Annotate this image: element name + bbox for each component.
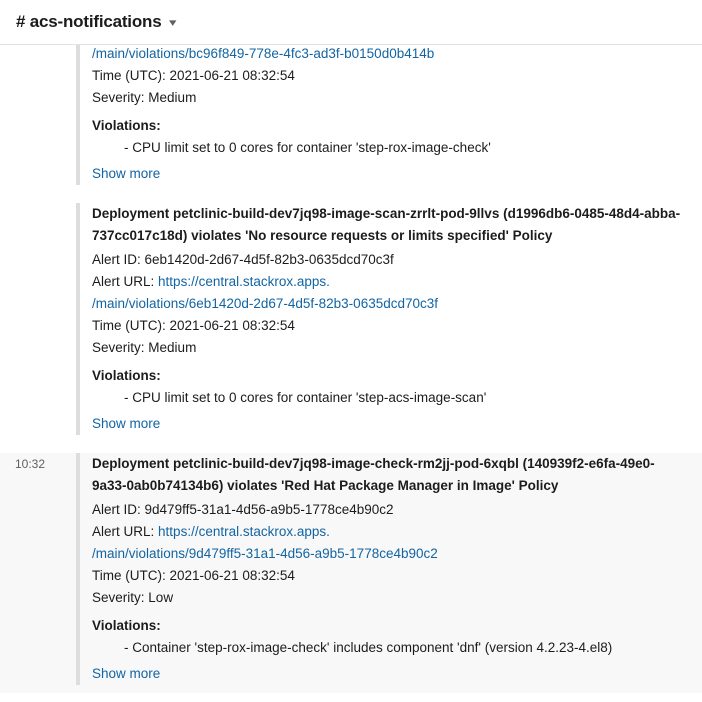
alert-severity-label: Severity: bbox=[92, 90, 145, 105]
alert-time-value: 2021-06-21 08:32:54 bbox=[169, 568, 295, 583]
alert-severity-label: Severity: bbox=[92, 590, 145, 605]
alert-severity-row bbox=[92, 587, 686, 609]
alert-severity-value: Low bbox=[148, 590, 174, 605]
message-timestamp[interactable]: 10:32 bbox=[14, 457, 46, 471]
channel-header bbox=[0, 0, 702, 45]
alert-severity-label: Severity: bbox=[92, 340, 145, 355]
alert-url-line2-row bbox=[92, 45, 686, 65]
message-item bbox=[0, 203, 702, 453]
violations-label: Violations: bbox=[92, 618, 161, 633]
alert-time-row bbox=[92, 65, 686, 87]
alert-attachment bbox=[76, 453, 686, 685]
alert-title: Deployment petclinic-build-dev7jq98-image-check-rm2jj-pod-6xqbl (140939f2-e6fa-49e0-9a33-0ab0b74134b6) violates 'Red Hat Package Manager in Image' Policy bbox=[92, 456, 655, 493]
alert-url-link[interactable]: https://central.stackrox.apps. bbox=[158, 524, 330, 539]
alert-url-link[interactable]: https://central.stackrox.apps. bbox=[158, 274, 330, 289]
show-more-link[interactable]: Show more bbox=[92, 416, 161, 431]
alert-time-value: 2021-06-21 08:32:54 bbox=[169, 318, 295, 333]
alert-time-value: 2021-06-21 08:32:54 bbox=[169, 68, 295, 83]
message-list[interactable] bbox=[0, 45, 702, 702]
violation-entry: - CPU limit set to 0 cores for container 'step-acs-image-scan' bbox=[124, 390, 487, 405]
alert-id-value: 9d479ff5-31a1-4d56-a9b5-1778ce4b90c2 bbox=[144, 502, 394, 517]
alert-attachment bbox=[76, 45, 686, 185]
violations-label: Violations: bbox=[92, 368, 161, 383]
alert-attachment bbox=[76, 203, 686, 435]
alert-time-row bbox=[92, 315, 686, 337]
alert-url-row bbox=[92, 271, 686, 293]
alert-url-label: Alert URL: bbox=[92, 274, 155, 289]
alert-url-row bbox=[92, 521, 686, 543]
alert-url-link-continued[interactable]: /main/violations/9d479ff5-31a1-4d56-a9b5-1778ce4b90c2 bbox=[92, 546, 438, 561]
alert-id-row bbox=[92, 499, 686, 521]
alert-url-line2-row bbox=[92, 293, 686, 315]
alert-id-value: 6eb1420d-2d67-4d5f-82b3-0635dcd70c3f bbox=[144, 252, 394, 267]
alert-id-row bbox=[92, 249, 686, 271]
channel-name[interactable]: # acs-notifications bbox=[16, 12, 162, 31]
alert-url-link-continued[interactable]: /main/violations/6eb1420d-2d67-4d5f-82b3-0635dcd70c3f bbox=[92, 296, 439, 311]
alert-severity-value: Medium bbox=[148, 340, 197, 355]
alert-id-label: Alert ID: bbox=[92, 252, 141, 267]
alert-id-label: Alert ID: bbox=[92, 502, 141, 517]
show-more-link[interactable]: Show more bbox=[92, 166, 161, 181]
message-item bbox=[0, 45, 702, 203]
chevron-down-icon[interactable]: ▾ bbox=[169, 16, 177, 29]
violation-entry: - Container 'step-rox-image-check' includes component 'dnf' (version 4.2.23-4.el8) bbox=[124, 640, 613, 655]
alert-severity-row bbox=[92, 337, 686, 359]
alert-url-link[interactable]: /main/violations/bc96f849-778e-4fc3-ad3f-b0150d0b414b bbox=[92, 46, 435, 61]
alert-severity-value: Medium bbox=[148, 90, 197, 105]
alert-title: Deployment petclinic-build-dev7jq98-image-scan-zrrlt-pod-9llvs (d1996db6-0485-48d4-abba-737cc017c18d) violates 'No resource requests or limits specified' Policy bbox=[92, 206, 681, 243]
alert-url-label: Alert URL: bbox=[92, 524, 155, 539]
violation-entry: - CPU limit set to 0 cores for container 'step-rox-image-check' bbox=[124, 140, 491, 155]
alert-url-line2-row bbox=[92, 543, 686, 565]
show-more-link[interactable]: Show more bbox=[92, 666, 161, 681]
message-item-hovered bbox=[0, 453, 702, 693]
alert-time-label: Time (UTC): bbox=[92, 318, 166, 333]
alert-time-label: Time (UTC): bbox=[92, 68, 166, 83]
alert-severity-row bbox=[92, 87, 686, 109]
alert-time-row bbox=[92, 565, 686, 587]
violations-label: Violations: bbox=[92, 118, 161, 133]
alert-time-label: Time (UTC): bbox=[92, 568, 166, 583]
